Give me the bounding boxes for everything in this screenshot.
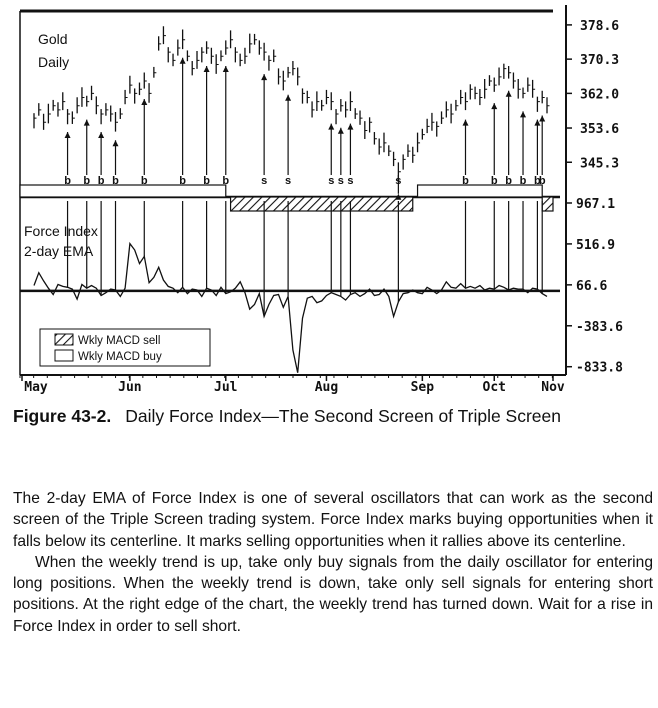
signal-arrowhead-7 xyxy=(223,66,229,72)
legend-buy-label: Wkly MACD buy xyxy=(78,351,162,363)
signal-label-10: s xyxy=(328,175,335,187)
signal-label-5: b xyxy=(179,175,186,187)
signal-label-19: b xyxy=(538,175,546,187)
signal-label-18: b xyxy=(534,175,541,187)
force-ytick-label-0: 967.1 xyxy=(576,196,616,212)
xtick-label-0: May xyxy=(24,380,48,395)
signal-arrowhead-4 xyxy=(141,99,147,105)
trend-segment-1 xyxy=(231,197,413,211)
force-ytick-label-1: 516.9 xyxy=(576,237,616,253)
signal-arrowhead-5 xyxy=(180,58,186,64)
legend-sell-label: Wkly MACD sell xyxy=(78,335,161,347)
figure-title: Daily Force Index—The Second Screen of Triple Screen xyxy=(125,406,561,426)
force-ytick-label-3: -383.6 xyxy=(576,319,623,335)
signal-arrowhead-17 xyxy=(520,111,526,117)
force-ytick-label-2: 66.6 xyxy=(576,278,608,294)
signal-label-11: s xyxy=(337,175,344,187)
signal-arrowhead-6 xyxy=(204,66,210,72)
body-text xyxy=(13,488,653,637)
legend xyxy=(40,329,210,366)
signal-label-4: b xyxy=(140,175,148,187)
signal-label-9: s xyxy=(285,175,292,187)
figure-number: Figure 43-2. xyxy=(13,406,112,426)
signal-arrowhead-14 xyxy=(462,120,468,126)
signal-label-8: s xyxy=(261,175,268,187)
force-ytick-label-4: -833.8 xyxy=(576,360,623,376)
price-panel-label-1: Gold xyxy=(38,31,68,47)
trend-segment-3 xyxy=(542,197,553,211)
price-ytick-label-0: 378.6 xyxy=(580,18,620,34)
price-panel-label-2: Daily xyxy=(38,54,70,70)
signal-arrowhead-12 xyxy=(347,124,353,130)
signal-arrowhead-9 xyxy=(285,95,291,101)
price-ytick-label-2: 362.0 xyxy=(580,87,620,103)
price-ytick-label-1: 370.3 xyxy=(580,53,620,69)
signal-label-13: s xyxy=(395,175,402,187)
xtick-label-5: Oct xyxy=(482,380,507,395)
signal-arrowhead-11 xyxy=(338,128,344,134)
signal-label-7: b xyxy=(222,175,230,187)
xtick-label-3: Aug xyxy=(314,380,339,395)
signal-label-0: b xyxy=(64,175,71,187)
signal-arrowhead-18 xyxy=(534,120,540,126)
force-panel-label-1: Force Index xyxy=(24,223,98,239)
signal-label-16: b xyxy=(505,175,513,187)
body-paragraph-1: The 2-day EMA of Force Index is one of several oscillators that can work as the second screen of the Triple Screen trading system. Force Index marks buying opportunities when it falls below its centerline. It marks selling opportunities when it rallies above its centerline. xyxy=(13,490,653,550)
xtick-label-2: Jul xyxy=(214,380,238,395)
xtick-label-1: Jun xyxy=(118,380,142,395)
signal-label-14: b xyxy=(462,175,469,187)
price-ytick-label-4: 345.3 xyxy=(580,156,620,172)
trend-segment-0 xyxy=(20,185,226,197)
signal-label-12: s xyxy=(347,175,354,187)
signal-arrowhead-19 xyxy=(539,116,545,122)
signal-label-2: b xyxy=(97,175,105,187)
signal-label-17: b xyxy=(519,175,527,187)
signal-arrowhead-2 xyxy=(98,132,104,138)
signal-label-3: b xyxy=(112,175,119,187)
price-ytick-label-3: 353.6 xyxy=(580,122,620,138)
signal-arrowhead-15 xyxy=(491,103,497,109)
signal-arrowhead-8 xyxy=(261,74,267,80)
signal-arrowhead-1 xyxy=(84,120,90,126)
force-panel-label-2: 2-day EMA xyxy=(24,243,94,259)
price-layer xyxy=(34,26,550,180)
xtick-label-6: Nov xyxy=(541,380,565,395)
signal-label-15: b xyxy=(490,175,498,187)
figure-caption xyxy=(13,405,653,428)
legend-sell-swatch xyxy=(55,334,73,345)
signal-arrowhead-16 xyxy=(506,91,512,97)
xtick-label-4: Sep xyxy=(410,380,435,395)
signal-label-6: b xyxy=(203,175,210,187)
signal-arrowhead-10 xyxy=(328,124,334,130)
signal-label-1: b xyxy=(83,175,91,187)
signal-arrowhead-0 xyxy=(65,132,71,138)
signal-arrowhead-3 xyxy=(113,140,119,146)
body-paragraph-2: When the weekly trend is up, take only buy signals from the daily oscillator for entering long positions. When the weekly trend is down, take only sell signals for entering short positions. At the right edge of the chart, the weekly trend has turned down. Wait for a rise in Force Index in order to sell short. xyxy=(13,553,653,635)
legend-buy-swatch xyxy=(55,350,73,361)
